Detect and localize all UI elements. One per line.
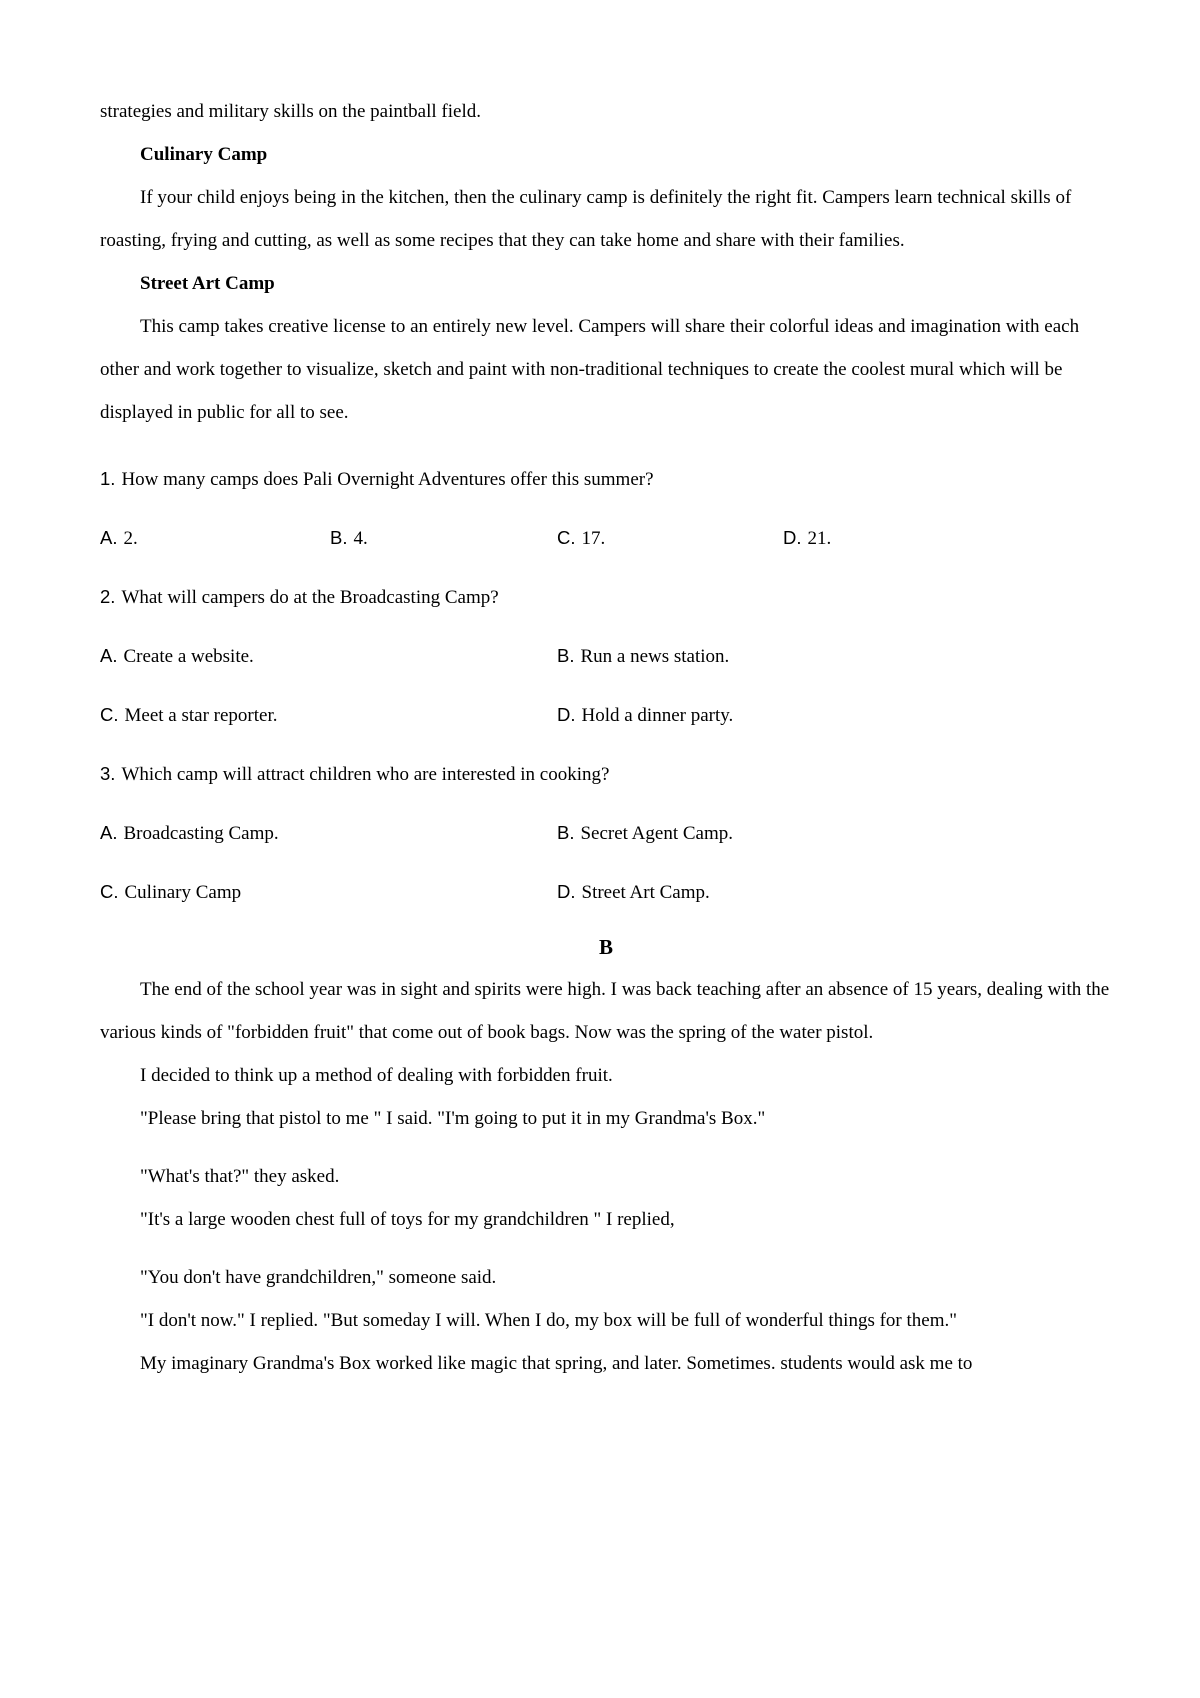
option-label-b: B. [557, 822, 575, 843]
question-2-option-d [557, 701, 1112, 729]
passage-b-paragraph-8: My imaginary Grandma's Box worked like magic that spring, and later. Sometimes. students would ask me to [140, 1353, 973, 1374]
option-label-b: B. [330, 527, 348, 548]
question-2-option-b [557, 642, 1112, 670]
option-text-b: Secret Agent Camp. [580, 823, 733, 844]
question-1-option-b [330, 524, 557, 552]
passage-b-paragraph-1: The end of the school year was in sight and spirits were high. I was back teaching after an absence of 15 years, dealing with the various kinds of "forbidden fruit" that come out of book bags. Now was the spring of the water pistol. [100, 979, 1110, 1043]
question-1-options [100, 524, 1112, 552]
option-label-d: D. [557, 881, 576, 902]
option-label-a: A. [100, 645, 118, 666]
question-3-option-c [100, 878, 557, 906]
camp-paragraph-culinary: If your child enjoys being in the kitchen, then the culinary camp is definitely the right fit. Campers learn technical skills of roasting, frying and cutting, as well as some recipes that they can take home and share with their families. [100, 187, 1072, 251]
question-2-option-a [100, 642, 557, 670]
question-2-options-row-1 [100, 642, 1112, 670]
option-label-c: C. [100, 704, 119, 725]
question-1-number: 1. [100, 468, 116, 489]
question-1-option-d [783, 524, 1112, 552]
question-3-text: Which camp will attract children who are interested in cooking? [121, 764, 610, 785]
continuation-line: strategies and military skills on the paintball field. [100, 101, 481, 122]
question-1-text-line [100, 465, 1112, 493]
option-text-a: Broadcasting Camp. [123, 823, 279, 844]
question-3-text-line [100, 760, 1112, 788]
option-text-a: 2. [123, 528, 138, 549]
option-label-d: D. [557, 704, 576, 725]
passage-b-paragraph-2: I decided to think up a method of dealing with forbidden fruit. [140, 1065, 613, 1086]
section-b-heading: B [598, 935, 613, 959]
question-1-option-a [100, 524, 330, 552]
question-1 [100, 465, 1112, 552]
passage-b-paragraph-6: "You don't have grandchildren," someone said. [140, 1267, 497, 1288]
question-3-option-a [100, 819, 557, 847]
passage-b-paragraph-4: "What's that?" they asked. [140, 1166, 340, 1187]
camp-heading-culinary: Culinary Camp [140, 144, 268, 165]
option-text-b: Run a news station. [580, 646, 730, 667]
option-text-d: Hold a dinner party. [581, 705, 734, 726]
option-text-b: 4. [353, 528, 368, 549]
question-2-text: What will campers do at the Broadcasting Camp? [121, 587, 499, 608]
question-3-options-row-2 [100, 878, 1112, 906]
option-label-a: A. [100, 527, 118, 548]
option-text-c: Meet a star reporter. [124, 705, 278, 726]
question-2-number: 2. [100, 586, 116, 607]
page-content [100, 90, 1112, 1385]
question-3-number: 3. [100, 763, 116, 784]
option-text-d: 21. [807, 528, 832, 549]
option-text-c: 17. [581, 528, 606, 549]
question-3-option-b [557, 819, 1112, 847]
passage-b-paragraph-3: "Please bring that pistol to me " I said. "I'm going to put it in my Grandma's Box." [140, 1108, 766, 1129]
question-2-option-c [100, 701, 557, 729]
camp-paragraph-street-art: This camp takes creative license to an entirely new level. Campers will share their colorful ideas and imagination with each other and work together to visualize, sketch and paint with non-traditional techniques to create the coolest mural which will be displayed in public for all to see. [100, 316, 1080, 423]
option-label-a: A. [100, 822, 118, 843]
option-label-c: C. [100, 881, 119, 902]
question-3 [100, 760, 1112, 906]
camp-heading-street-art: Street Art Camp [140, 273, 275, 294]
option-label-c: C. [557, 527, 576, 548]
option-text-a: Create a website. [123, 646, 254, 667]
option-label-b: B. [557, 645, 575, 666]
passage-b-paragraph-7: "I don't now." I replied. "But someday I will. When I do, my box will be full of wonderful things for them." [140, 1310, 958, 1331]
question-3-options-row-1 [100, 819, 1112, 847]
question-2-text-line [100, 583, 1112, 611]
question-2 [100, 583, 1112, 729]
question-3-option-d [557, 878, 1112, 906]
option-text-d: Street Art Camp. [581, 882, 710, 903]
question-1-text: How many camps does Pali Overnight Adventures offer this summer? [121, 469, 654, 490]
question-1-option-c [557, 524, 783, 552]
passage-b-paragraph-5: "It's a large wooden chest full of toys for my grandchildren " I replied, [140, 1209, 675, 1230]
option-text-c: Culinary Camp [124, 882, 242, 903]
option-label-d: D. [783, 527, 802, 548]
question-2-options-row-2 [100, 701, 1112, 729]
